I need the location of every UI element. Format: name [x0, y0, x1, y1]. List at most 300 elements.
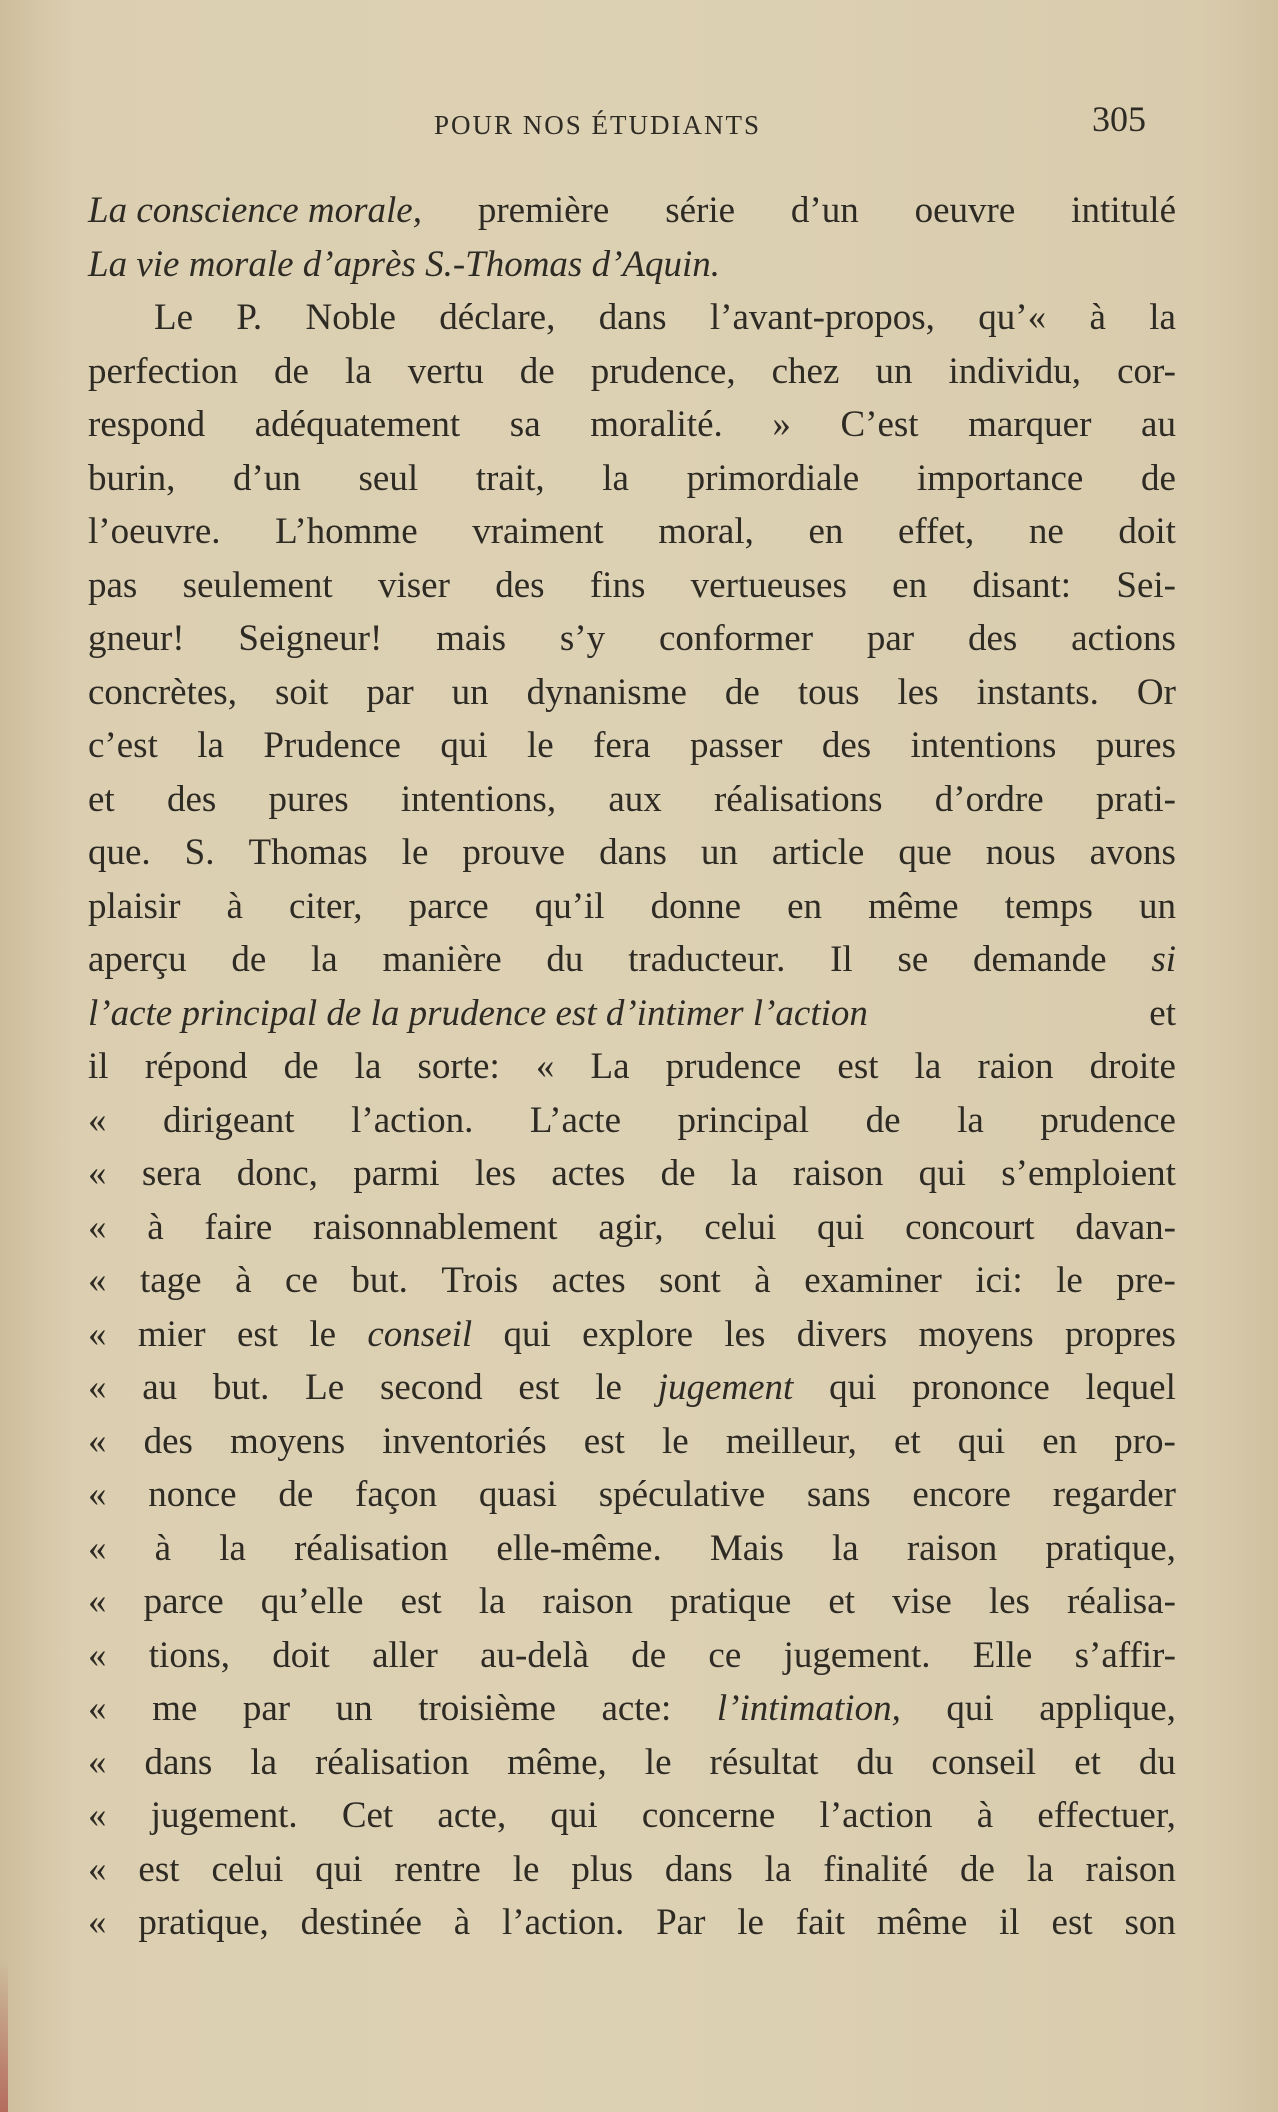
text-word: agir, [598, 1206, 664, 1248]
text-line [88, 452, 1176, 506]
text-word: est [138, 1848, 180, 1890]
text-word: citer, [289, 885, 363, 927]
text-word: elle-même. [496, 1527, 662, 1569]
text-word: « [88, 1795, 107, 1836]
text-word: sans [806, 1474, 871, 1515]
text-word: pre- [1116, 1260, 1176, 1301]
text-word: doit [272, 1634, 330, 1676]
text-word: qui [503, 1313, 551, 1355]
text-word: pratique [670, 1581, 792, 1622]
text-word: examiner [804, 1260, 942, 1301]
text-word: chez [771, 350, 840, 392]
text-word: donne [650, 885, 742, 927]
text-word: au [142, 1367, 178, 1408]
text-word: de [631, 1634, 667, 1676]
text-line [88, 184, 1176, 238]
text-word: « [88, 1153, 107, 1194]
text-word: L’acte [529, 1099, 621, 1141]
text-word: explore [582, 1313, 694, 1355]
text-word: l’acte principal de la prudence est d’intimer l’action [88, 992, 868, 1034]
text-word: le [309, 1313, 337, 1355]
text-word: la [344, 350, 372, 392]
text-word: réalisations [714, 778, 883, 820]
text-word: manière [382, 939, 502, 980]
text-word: Il [830, 939, 853, 980]
text-word: ce [285, 1260, 318, 1301]
text-word: la [831, 1527, 859, 1569]
text-word: il [88, 1046, 109, 1087]
text-word: Mais [709, 1527, 784, 1569]
text-word: qui [315, 1848, 363, 1890]
text-word: Seigneur! [238, 618, 383, 659]
text-word: celui [211, 1848, 284, 1890]
text-word: ne [1028, 511, 1064, 552]
page-number: 305 [1092, 99, 1146, 139]
text-word: effectuer, [1037, 1795, 1176, 1836]
text-word: « [88, 1313, 107, 1355]
text-word: et [1074, 1741, 1101, 1783]
text-word: est [236, 1313, 279, 1355]
text-word: l’action. [351, 1099, 474, 1141]
text-word: la [957, 1099, 984, 1141]
text-word: de [274, 350, 309, 392]
text-word: Sei- [1116, 564, 1176, 606]
text-word: Prudence [263, 725, 401, 766]
text-word: du [1138, 1741, 1176, 1783]
text-word: trait, [475, 457, 545, 499]
text-word: jugement. [150, 1795, 298, 1836]
text-word: jugement. [783, 1634, 931, 1676]
text-word: d’un [790, 190, 859, 231]
text-word: moyens [230, 1420, 346, 1462]
text-word: Cet [341, 1795, 394, 1836]
text-word: intentions [910, 725, 1057, 766]
text-word: Elle [972, 1634, 1033, 1676]
text-word: la [478, 1581, 506, 1622]
text-line [88, 398, 1176, 452]
text-word: le [662, 1420, 689, 1462]
page-edge [0, 1960, 8, 2112]
text-word: vraiment [472, 511, 604, 552]
text-word: rentre [394, 1848, 481, 1890]
text-word: temps [1004, 885, 1093, 927]
text-word: concrètes, [88, 671, 237, 713]
text-word: un [451, 671, 489, 713]
text-word: des [143, 1420, 193, 1462]
text-word: La conscience morale, [88, 190, 422, 231]
text-line [88, 612, 1176, 666]
text-word: finalité [823, 1848, 929, 1890]
text-word: pures [268, 778, 349, 820]
text-word: il [999, 1902, 1020, 1943]
text-line [88, 1361, 1176, 1415]
text-word: applique, [1039, 1688, 1176, 1729]
text-word: Par [656, 1902, 706, 1943]
text-word: de [724, 671, 760, 713]
text-word: qui [550, 1795, 598, 1836]
text-word: doit [1118, 511, 1176, 552]
text-line [88, 1201, 1176, 1255]
text-line [88, 1896, 1176, 1950]
text-word: l’action [819, 1795, 933, 1836]
text-word: la [219, 1527, 246, 1569]
text-word: seulement [182, 564, 333, 606]
text-word: l’avant-propos, [709, 297, 935, 338]
text-word: jugement [657, 1367, 794, 1408]
text-word: but. [212, 1367, 270, 1408]
text-word: à [147, 1206, 164, 1248]
text-word: au-delà [480, 1634, 589, 1676]
text-word: que. [88, 832, 151, 873]
text-word: lequel [1085, 1367, 1176, 1408]
text-word: viser [377, 564, 450, 606]
text-word: tage [139, 1260, 202, 1301]
text-word: par [866, 618, 915, 659]
text-word: réalisa- [1067, 1581, 1176, 1622]
text-word: qui [957, 1420, 1006, 1462]
text-word: s’affir- [1074, 1634, 1176, 1676]
page-header [0, 98, 1278, 148]
text-word: vertueuses [690, 564, 847, 606]
text-word: fins [589, 564, 646, 606]
text-word: un [700, 832, 738, 873]
text-line [88, 1575, 1176, 1629]
text-word: du [856, 1741, 894, 1783]
text-word: inventoriés [382, 1420, 547, 1462]
text-word: le [512, 1848, 540, 1890]
text-word: burin, [88, 457, 176, 499]
text-word: de [1140, 457, 1176, 499]
text-word: dans [598, 297, 667, 338]
text-line [88, 826, 1176, 880]
text-word: les [897, 671, 939, 713]
text-word: d’ordre [934, 778, 1044, 820]
text-word: des [166, 778, 217, 820]
text-word: actes [551, 1153, 626, 1194]
text-line [88, 1415, 1176, 1469]
text-word: est [583, 1420, 625, 1462]
text-line [88, 238, 1176, 292]
text-word: vertu [407, 350, 484, 392]
text-word: qui [918, 1153, 966, 1194]
text-line [88, 505, 1176, 559]
text-word: faire [204, 1206, 273, 1248]
text-word: même [876, 1902, 968, 1943]
text-line [88, 1040, 1176, 1094]
text-word: La vie morale d’après S.-Thomas d’Aquin. [88, 243, 721, 285]
text-word: raison [792, 1153, 884, 1194]
text-word: La [590, 1046, 630, 1087]
text-word: plus [571, 1848, 633, 1890]
text-word: un [335, 1688, 373, 1729]
text-word: résultat [709, 1741, 819, 1783]
text-word: les [724, 1313, 766, 1355]
text-word: la [250, 1741, 278, 1783]
text-word: la [197, 725, 224, 766]
text-line [88, 1094, 1176, 1148]
text-word: de [231, 939, 267, 980]
text-word: nous [985, 832, 1056, 873]
text-line [88, 1682, 1176, 1736]
text-word: dynanisme [526, 671, 687, 713]
text-word: et [88, 778, 115, 820]
text-word: du [546, 939, 584, 980]
text-word: c’est [88, 725, 158, 766]
text-word: sorte: [417, 1046, 500, 1087]
text-word: « [88, 1420, 107, 1462]
text-line [88, 291, 1176, 345]
text-line [88, 1789, 1176, 1843]
text-word: Or [1136, 671, 1176, 713]
text-word: spéculative [598, 1474, 766, 1515]
text-word: et [828, 1581, 856, 1622]
text-word: déclare, [439, 297, 556, 338]
text-word: P. [236, 297, 263, 338]
text-word: l’intimation, [716, 1688, 901, 1729]
text-word: est [837, 1046, 879, 1087]
text-line [88, 1254, 1176, 1308]
text-word: plaisir [88, 885, 181, 927]
text-word: marquer [968, 404, 1092, 445]
text-word: importance [916, 457, 1084, 499]
text-word: actes [551, 1260, 626, 1301]
text-word: divers [796, 1313, 888, 1355]
text-word: qui [817, 1206, 865, 1248]
text-line [88, 1308, 1176, 1362]
text-word: Noble [305, 297, 396, 338]
text-word: « [88, 1099, 107, 1141]
text-word: la [1149, 297, 1176, 338]
text-word: sont [659, 1260, 721, 1301]
text-word: est [400, 1581, 442, 1622]
text-word: des [967, 618, 1018, 659]
text-word: réalisation [294, 1527, 449, 1569]
text-word: prudence [1040, 1099, 1176, 1141]
text-word: « [88, 1688, 107, 1729]
text-line [88, 666, 1176, 720]
text-word: en [787, 885, 823, 927]
text-word: pro- [1114, 1420, 1176, 1462]
text-word: de [960, 1848, 995, 1890]
text-word: au [1141, 404, 1176, 445]
text-word: » [772, 404, 791, 445]
text-word: à [1089, 297, 1106, 338]
text-word: davan- [1075, 1206, 1176, 1248]
text-word: le [1056, 1260, 1083, 1301]
text-word: Thomas [248, 832, 368, 873]
text-word: pratique, [1045, 1527, 1176, 1569]
text-word: quasi [478, 1474, 558, 1515]
text-word: effet, [897, 511, 975, 552]
text-word: par [366, 671, 414, 713]
text-word: et [893, 1420, 921, 1462]
text-word: s’emploient [1001, 1153, 1176, 1194]
text-line [88, 773, 1176, 827]
text-word: répond [144, 1046, 248, 1087]
running-head: POUR NOS ÉTUDIANTS [434, 110, 762, 140]
text-word: « [535, 1046, 555, 1087]
text-word: dans [664, 1848, 733, 1890]
text-word: traducteur. [628, 939, 786, 980]
text-word: s’y [559, 618, 606, 659]
text-line [88, 345, 1176, 399]
text-word: « [88, 1741, 107, 1783]
text-word: seul [358, 457, 419, 499]
text-word: par [242, 1688, 291, 1729]
text-word: les [474, 1153, 516, 1194]
text-word: pures [1095, 725, 1176, 766]
text-word: aperçu [88, 939, 187, 980]
text-word: conseil [367, 1313, 473, 1355]
text-word: ici: [975, 1260, 1023, 1301]
text-word: façon [355, 1474, 438, 1515]
text-word: conformer [658, 618, 814, 659]
text-word: prouve [462, 832, 566, 873]
text-word: article [771, 832, 865, 873]
text-word: même, [507, 1741, 607, 1783]
text-word: actions [1071, 618, 1176, 659]
text-word: à [453, 1902, 471, 1943]
text-word: oeuvre [914, 190, 1016, 231]
text-word: « [88, 1367, 107, 1408]
text-word: aller [372, 1634, 438, 1676]
text-word: les [988, 1581, 1030, 1622]
text-word: le [737, 1902, 764, 1943]
text-word: qu’« [978, 297, 1047, 338]
text-word: d’un [233, 457, 301, 499]
text-word: demande [973, 939, 1107, 980]
body-text [88, 184, 1176, 1950]
text-word: me [152, 1688, 198, 1729]
text-word: second [379, 1367, 483, 1408]
text-line [88, 719, 1176, 773]
text-line [88, 1147, 1176, 1201]
text-word: la [1026, 1848, 1054, 1890]
text-word: moral, [658, 511, 754, 552]
text-word: intentions, [400, 778, 557, 820]
text-word: soit [274, 671, 329, 713]
text-word: même [868, 885, 959, 927]
text-word: moralité. [590, 404, 723, 445]
text-word: en [1042, 1420, 1078, 1462]
text-word: parce [143, 1581, 224, 1622]
text-word: le [527, 725, 554, 766]
text-word: aux [608, 778, 662, 820]
text-line [88, 1629, 1176, 1683]
text-word: la [914, 1046, 942, 1087]
text-word: moyens [918, 1313, 1034, 1355]
text-word: sera [141, 1153, 202, 1194]
text-word: tions, [148, 1634, 230, 1676]
text-word: meilleur, [725, 1420, 857, 1462]
text-word: qui [829, 1367, 877, 1408]
text-word: regarder [1052, 1474, 1176, 1515]
text-word: « [88, 1634, 107, 1676]
text-word: de [519, 350, 555, 392]
text-word: « [88, 1260, 107, 1301]
text-word: gneur! [88, 618, 185, 659]
text-line [88, 559, 1176, 613]
text-word: est [1051, 1902, 1093, 1943]
text-word: « [88, 1527, 107, 1569]
text-word: « [88, 1474, 107, 1515]
text-word: dirigeant [163, 1099, 295, 1141]
text-word: parmi [353, 1153, 440, 1194]
text-line [88, 933, 1176, 987]
text-word: troisième [418, 1688, 556, 1729]
text-word: droite [1089, 1046, 1176, 1087]
text-line [88, 1522, 1176, 1576]
text-word: mier [137, 1313, 206, 1355]
text-line [88, 880, 1176, 934]
text-word: prudence [665, 1046, 802, 1087]
text-word: adéquatement [254, 404, 461, 445]
text-word: acte, [437, 1795, 507, 1836]
text-word: prati- [1095, 778, 1176, 820]
text-word: avons [1089, 832, 1176, 873]
text-word: celui [704, 1206, 777, 1248]
text-word: « [88, 1902, 107, 1943]
text-word: en [808, 511, 844, 552]
text-word: à [154, 1527, 172, 1569]
text-word: la [730, 1153, 758, 1194]
text-word: série [665, 190, 736, 231]
text-word: passer [689, 725, 783, 766]
text-word: qu’il [534, 885, 605, 927]
text-word: pas [88, 564, 138, 606]
text-word: conseil [931, 1741, 1037, 1783]
text-word: le [595, 1367, 622, 1408]
text-word: principal [677, 1099, 810, 1141]
text-word: dans [599, 832, 667, 873]
text-word: Trois [441, 1260, 519, 1301]
text-word: pratique, [138, 1902, 269, 1943]
text-word: de [865, 1099, 901, 1141]
text-word: prononce [912, 1367, 1050, 1408]
text-word: de [278, 1474, 314, 1515]
text-word: la [354, 1046, 382, 1087]
text-word: son [1124, 1902, 1176, 1943]
text-word: fera [593, 725, 651, 766]
text-word: encore [912, 1474, 1011, 1515]
text-word: but. [351, 1260, 408, 1301]
text-word: un [875, 350, 913, 392]
text-word: « [88, 1581, 107, 1622]
text-word: donc, [236, 1153, 318, 1194]
text-word: à [226, 885, 243, 927]
text-word: l’action. [501, 1902, 625, 1943]
text-word: parce [408, 885, 489, 927]
text-word: tous [797, 671, 860, 713]
text-word: si [1151, 939, 1176, 980]
text-word: qui [946, 1688, 994, 1729]
text-word: à [235, 1260, 252, 1301]
text-word: de [283, 1046, 319, 1087]
text-word: acte: [601, 1688, 672, 1729]
text-word: ce [708, 1634, 742, 1676]
text-word: primordiale [686, 457, 860, 499]
text-word: L’homme [275, 511, 418, 552]
text-word: raion [977, 1046, 1054, 1087]
text-word: la [764, 1848, 792, 1890]
text-word: qui [440, 725, 488, 766]
text-word: individu, [948, 350, 1082, 392]
text-word: à [754, 1260, 771, 1301]
text-word: en [892, 564, 928, 606]
text-word: la [311, 939, 338, 980]
text-word: perfection [88, 350, 238, 392]
text-word: des [495, 564, 545, 606]
